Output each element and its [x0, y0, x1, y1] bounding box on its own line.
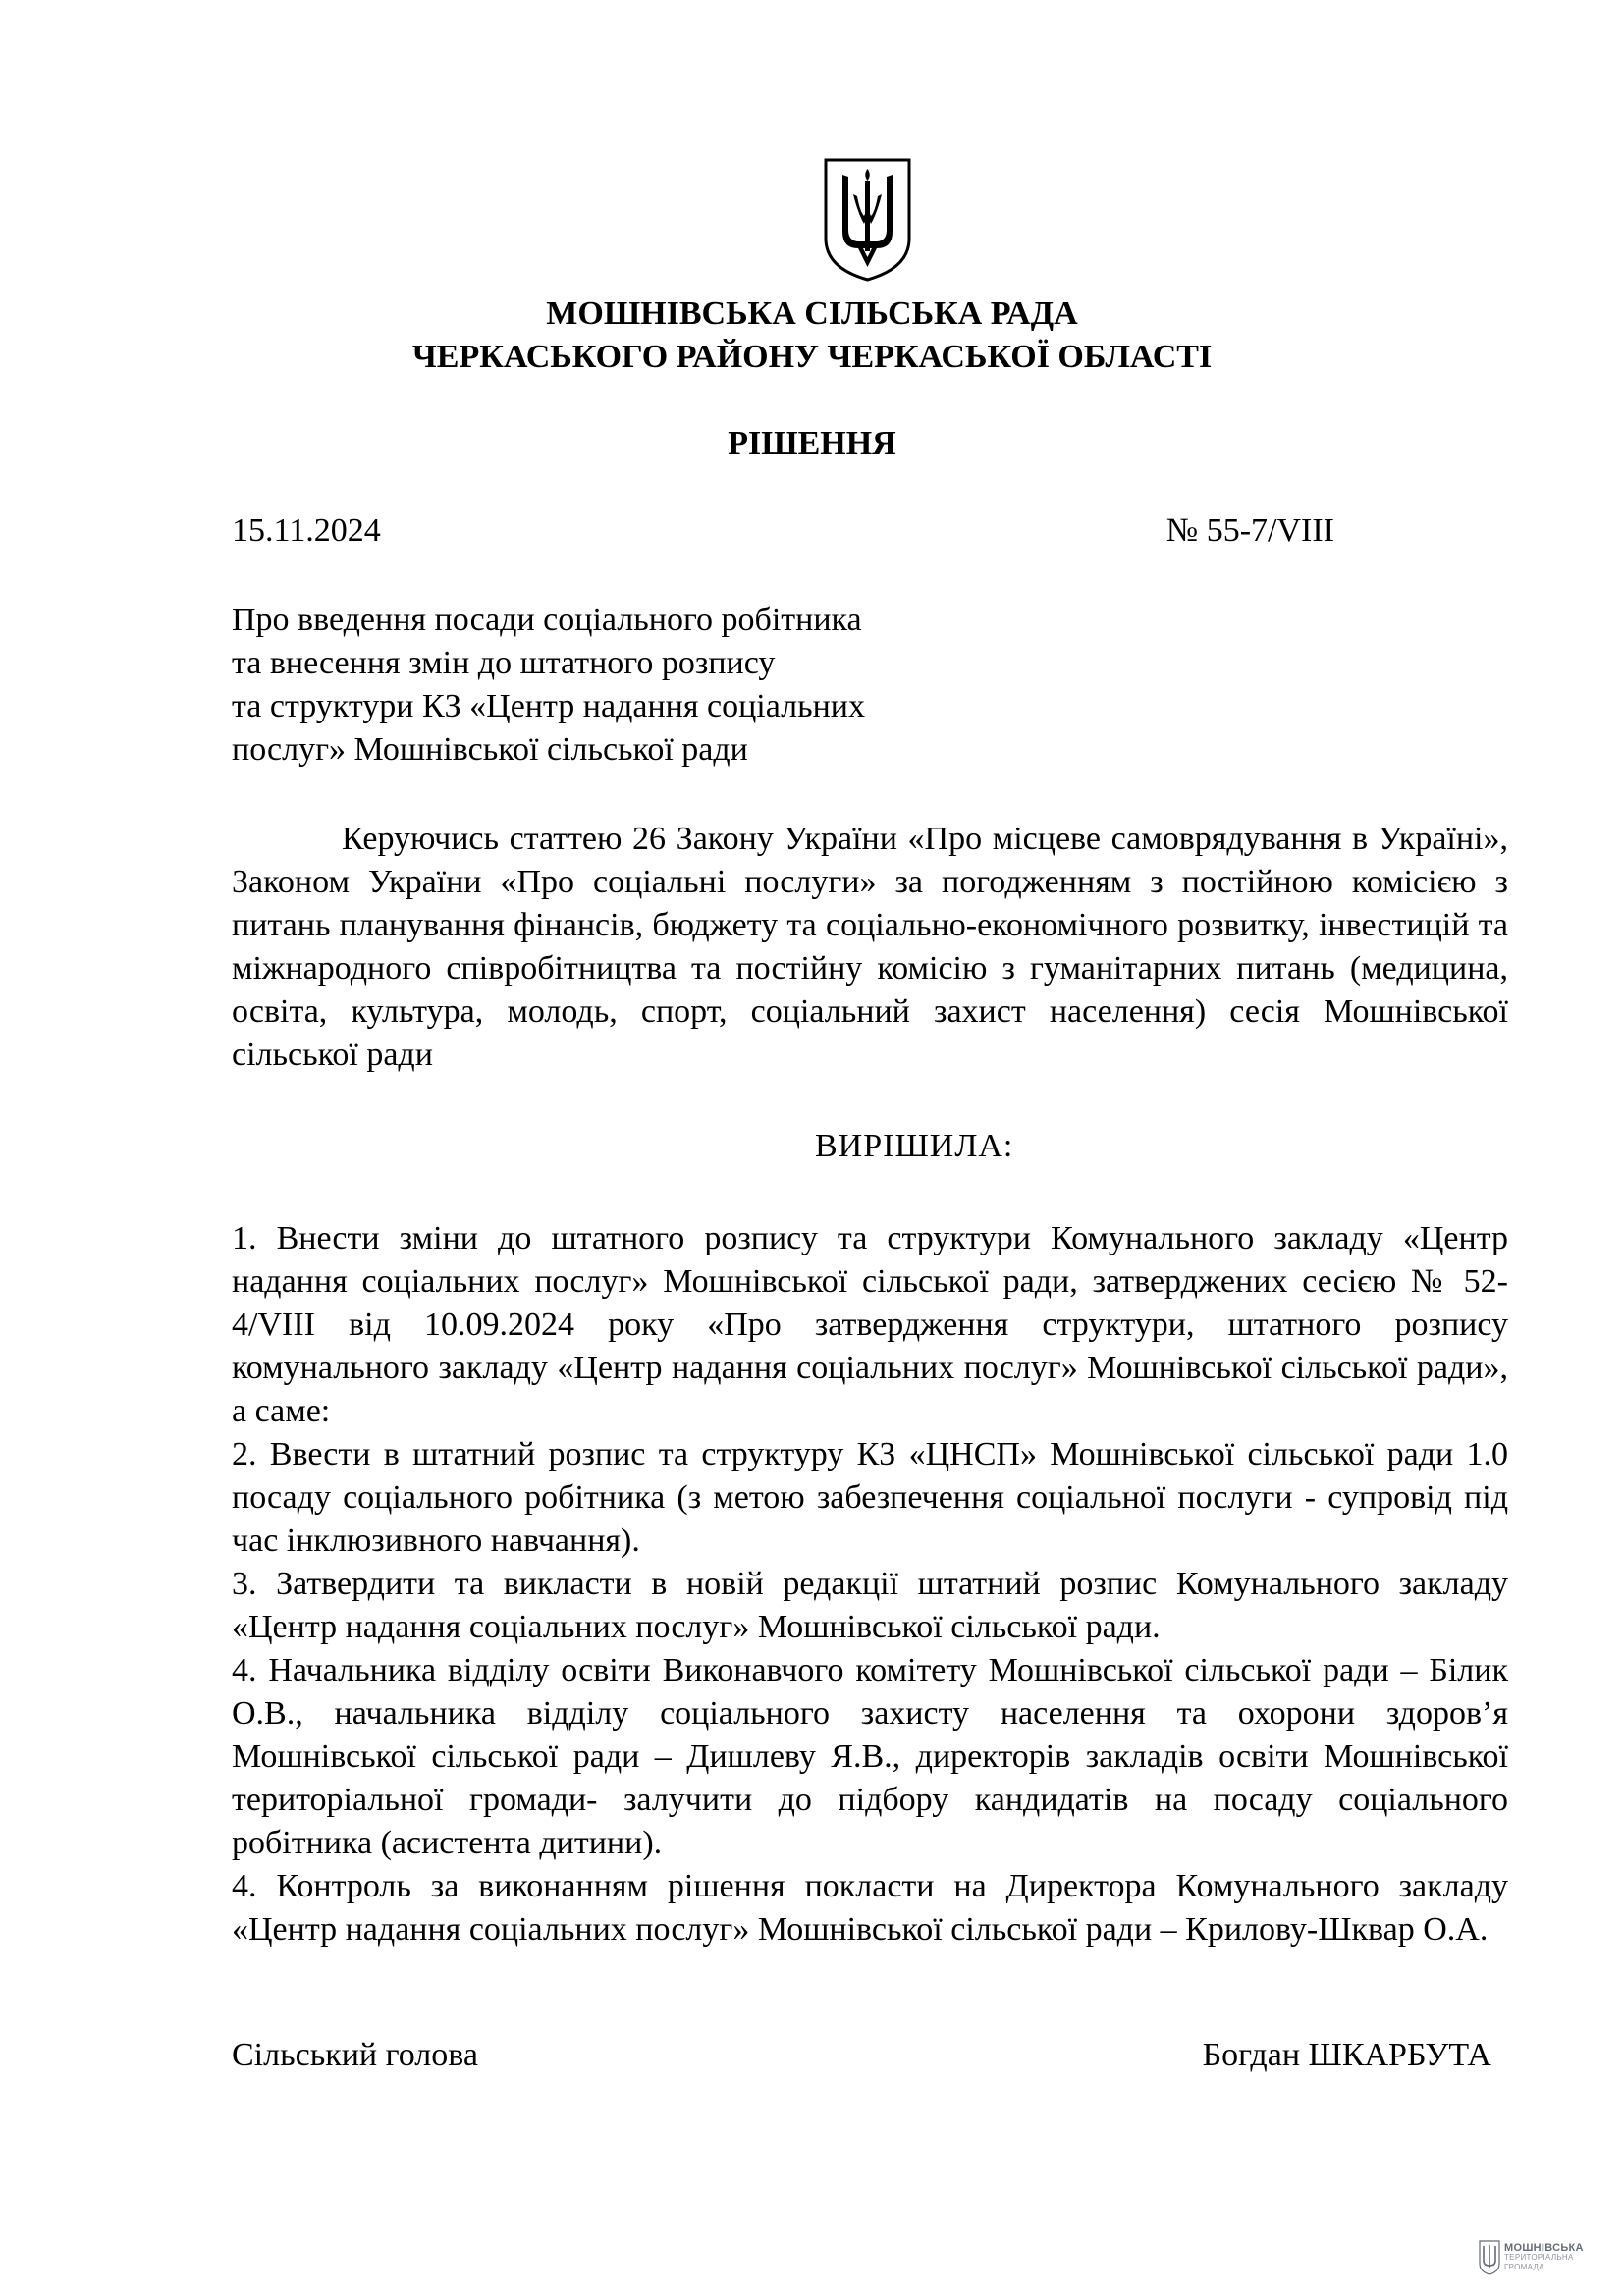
subject-line: та структури КЗ «Центр надання соціальних: [232, 688, 865, 724]
district-name: ЧЕРКАСЬКОГО РАЙОНУ ЧЕРКАСЬКОЇ ОБЛАСТІ: [411, 339, 1213, 375]
decision-items: [232, 1217, 1508, 1951]
decision-item-3: 3. Затвердити та викласти в новій редакції штатний розпис Комунального закладу «Центр надання соціальних послуг» Мошнівської сільської ради.: [232, 1566, 1508, 1645]
subject-line: Про введення посади соціального робітника: [232, 602, 862, 638]
preamble-paragraph: Керуючись статтею 26 Закону України «Про місцеве самоврядування в Україні», Законом України «Про соціальні послуги» за погодженням з постійною комісією з питань планування фінансів, бюджету та соціально-економічного розвитку, інвестицій та міжнародного співробітництва та постійну комісію з гуманітарних питань (медицина, освіта, культура, молодь, спорт, соціальний захист населення) сесія Мошнівської сільської ради: [232, 821, 1508, 1073]
decision-date: 15.11.2024: [232, 512, 381, 549]
decided-heading: ВИРІШИЛА:: [815, 1128, 1014, 1164]
decision-number: № 55-7/VIII: [1165, 512, 1334, 549]
subject-line: та внесення змін до штатного розпису: [232, 645, 776, 681]
trident-icon: [1479, 2240, 1500, 2275]
community-watermark: [1479, 2233, 1616, 2282]
document-type: РІШЕННЯ: [728, 425, 896, 461]
decision-item-2: 2. Ввести в штатний розпис та структуру КЗ «ЦНСП» Мошнівської сільської ради 1.0 посаду соціального робітника (з метою забезпечення соціальної послуги - супровід під час інклюзивного навчання).: [232, 1436, 1508, 1559]
council-name: МОШНІВСЬКА СІЛЬСЬКА РАДА: [546, 295, 1078, 332]
decision-item-5: 4. Контроль за виконанням рішення покласти на Директора Комунального закладу «Центр надання соціальних послуг» Мошнівської сільської ради – Крилову-Шквар О.А.: [232, 1868, 1508, 1948]
signer-title: Сільський голова: [232, 2037, 478, 2073]
subject-line: послуг» Мошнівської сільської ради: [232, 731, 748, 768]
watermark-line: ТЕРИТОРІАЛЬНА: [1504, 2253, 1574, 2262]
decision-item-4: 4. Начальника відділу освіти Виконавчого комітету Мошнівської сільської ради – Білик О.В., начальника відділу соціального захисту населення та охорони здоров’я Мошнівської сільської ради – Дишлеву Я.В., директорів закладів освіти Мошнівської територіальної громади- залучити до підбору кандидатів на посаду соціального робітника (асистента дитини).: [232, 1652, 1508, 1861]
watermark-line: МОШНІВСЬКА: [1504, 2242, 1584, 2254]
coat-of-arms-icon: [821, 155, 914, 283]
watermark-line: ГРОМАДА: [1504, 2263, 1544, 2271]
decision-subject: [232, 599, 1017, 772]
signer-name: Богдан ШКАРБУТА: [1202, 2037, 1491, 2073]
decision-item-1: 1. Внести зміни до штатного розпису та структури Комунального закладу «Центр надання соціальних послуг» Мошнівської сільської ради, затверджених сесією № 52-4/VIII від 10.09.2024 року «Про затвердження структури, штатного розпису комунального закладу «Центр надання соціальних послуг» Мошнівської сільської ради», а саме:: [232, 1220, 1508, 1429]
